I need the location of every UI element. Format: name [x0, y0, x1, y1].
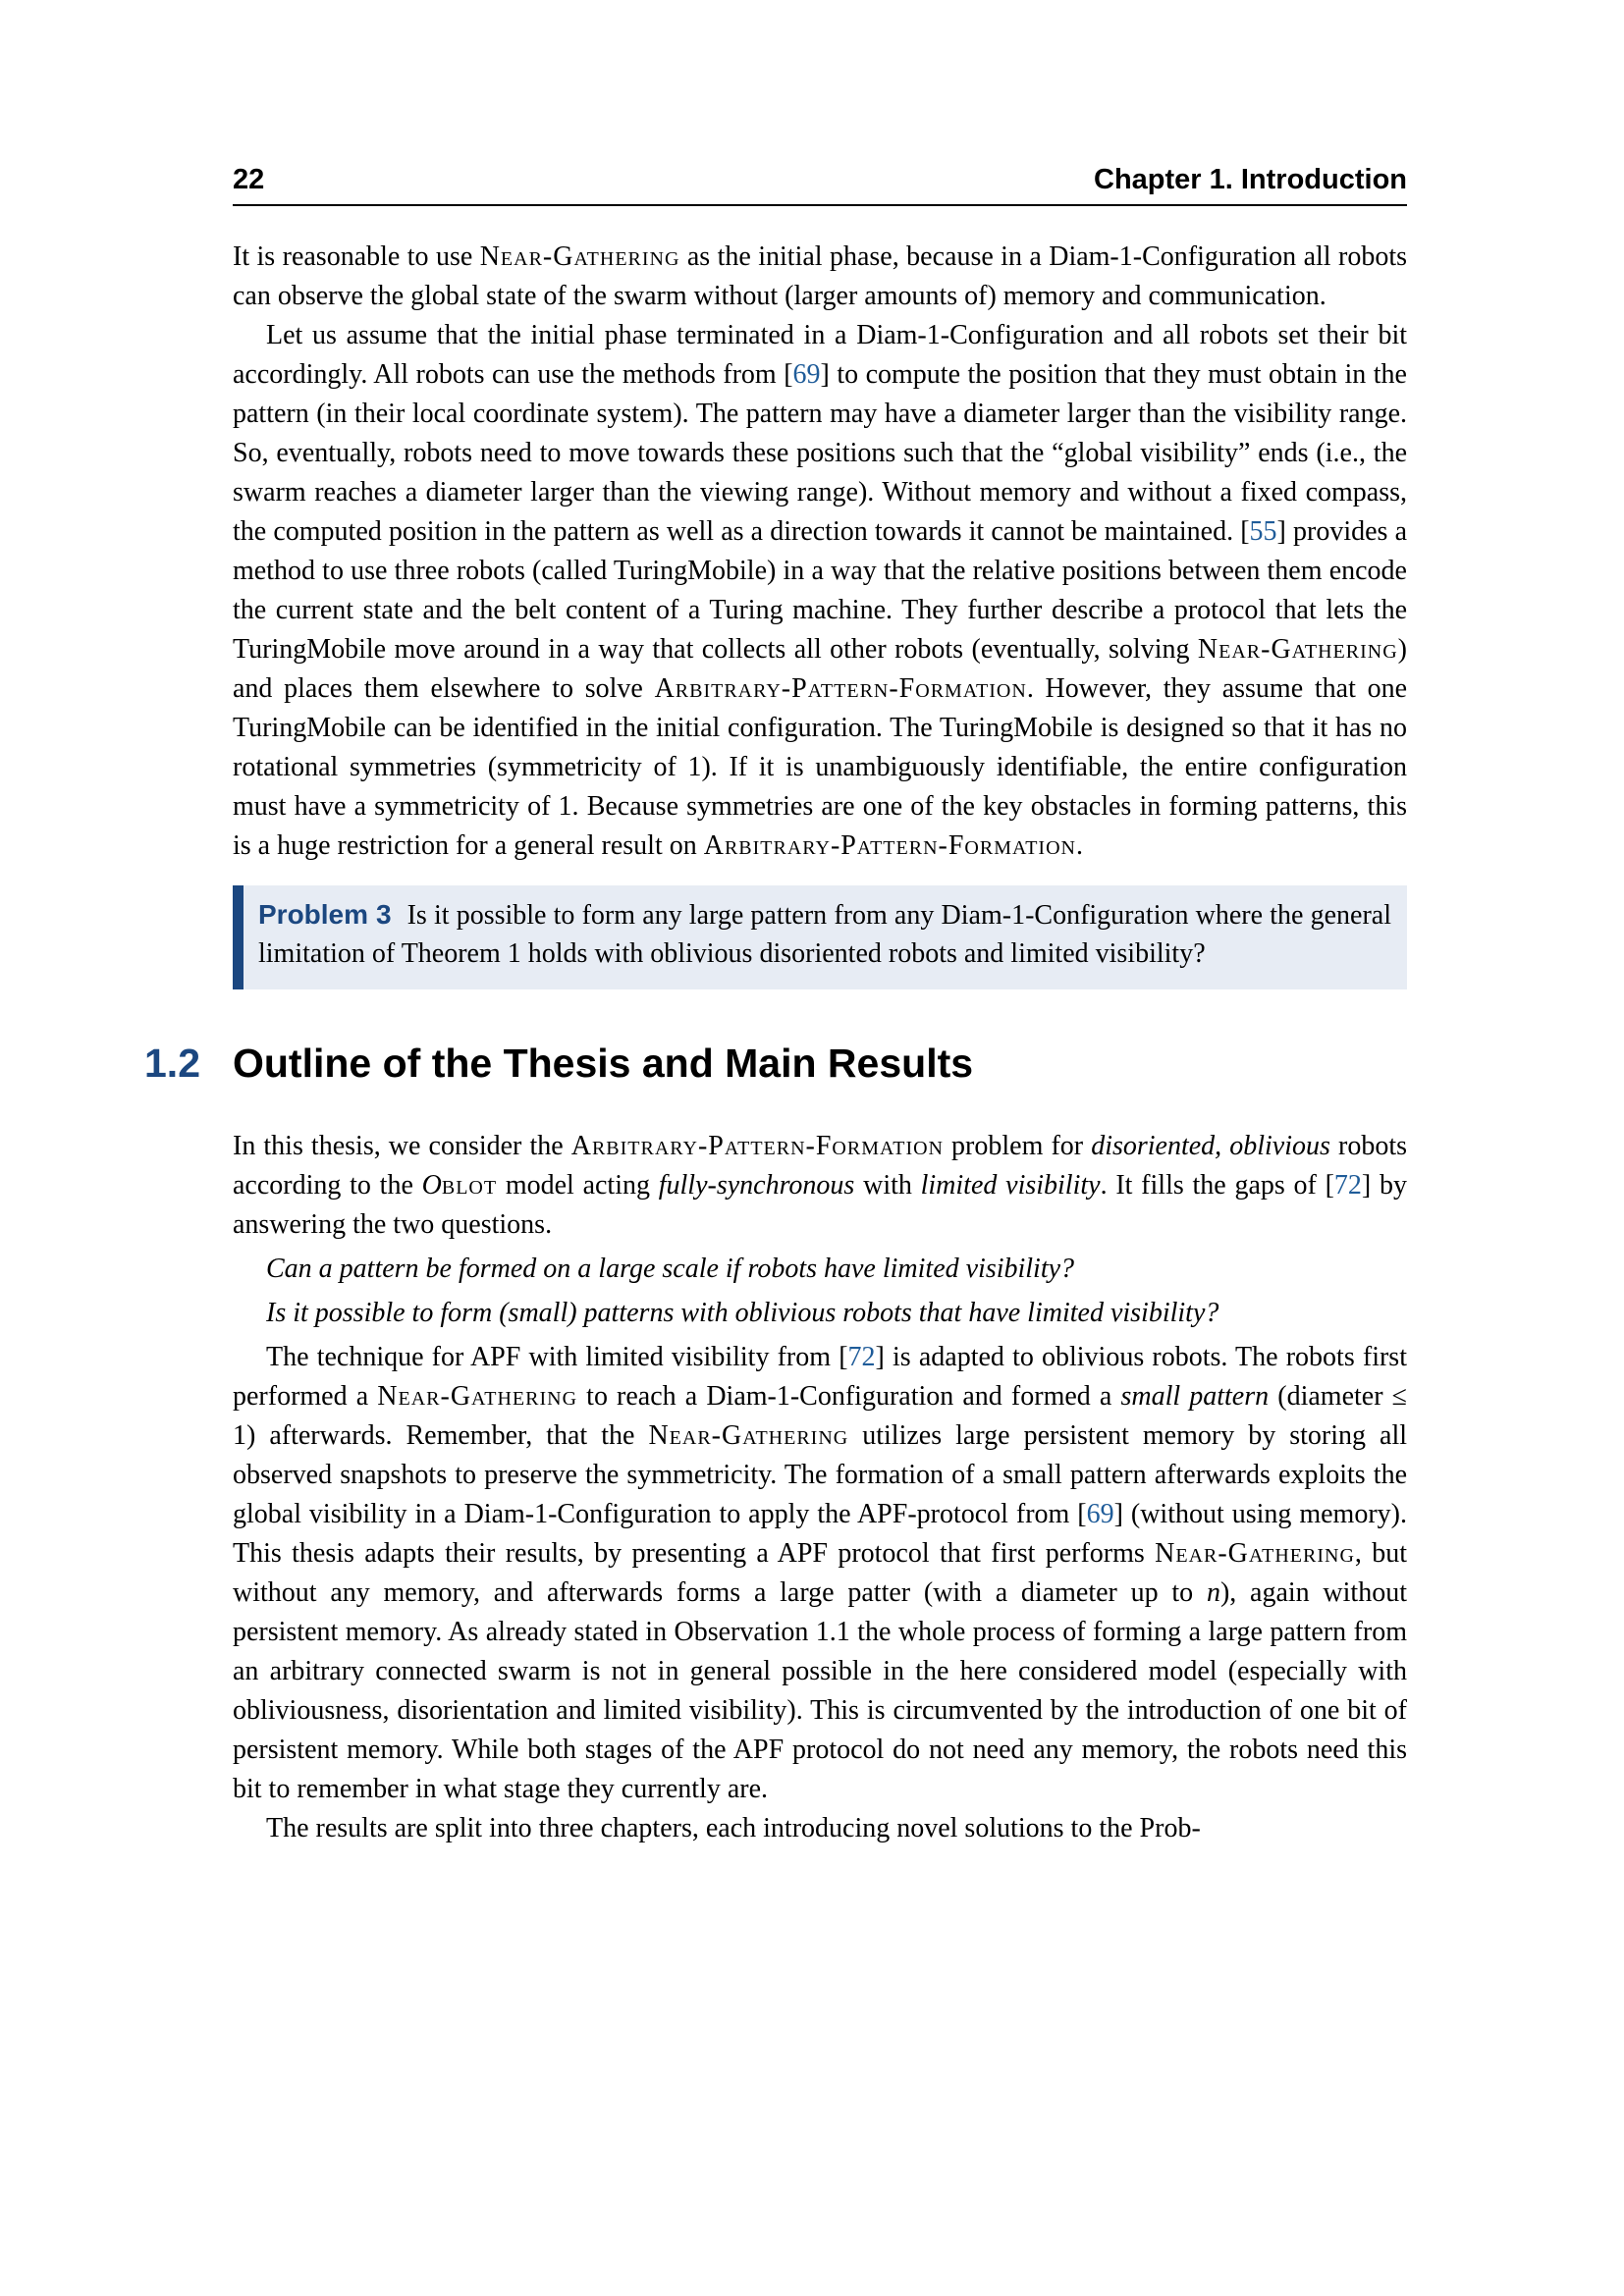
problem-box: [233, 885, 1407, 989]
text-segment: Arbitrary-Pattern-Formation: [570, 1131, 944, 1161]
text-segment: O: [421, 1170, 442, 1201]
section-title: Outline of the Thesis and Main Results: [233, 1041, 974, 1086]
text-segment: .: [1075, 830, 1083, 861]
text-segment: , but without any memory, and afterwards forms a large patter (with a diameter up to: [233, 1538, 1407, 1608]
text-segment: Near-Gathering: [1197, 634, 1398, 665]
text-segment: ] by answering the two questions.: [233, 1170, 1407, 1240]
problem-label: Problem 3: [258, 899, 392, 930]
paragraph-intro: [233, 238, 1407, 316]
text-segment: n: [1206, 1577, 1220, 1608]
text-segment: to reach a Diam-1-Configuration and formed a: [577, 1381, 1121, 1412]
text-segment: utilizes large persistent memory by storing all observed snapshots to preserve the symmetricity. The formation of a small pattern afterwards exploits the global visibility in a Diam-1-Configuration to apply the APF-protocol from [: [233, 1420, 1408, 1529]
citation-link[interactable]: 69: [792, 359, 821, 390]
running-header: [233, 165, 1407, 206]
problem-body: [258, 900, 1391, 969]
question-line-2: [233, 1294, 1407, 1333]
text-segment: Near-Gathering: [377, 1381, 578, 1412]
text-segment: model acting: [497, 1170, 659, 1201]
text-segment: Arbitrary-Pattern-Formation: [703, 830, 1076, 861]
text-segment: robots according to the: [233, 1131, 1407, 1201]
page-number: 22: [233, 164, 265, 195]
question-line-1: [233, 1250, 1407, 1289]
text-segment: ] (without using memory). This thesis adapts their results, by presenting a APF protocol that first performs: [233, 1499, 1407, 1569]
section-number: 1.2: [144, 1041, 200, 1086]
citation-link[interactable]: 55: [1249, 516, 1277, 547]
text-segment: Near-Gathering: [648, 1420, 849, 1451]
section-heading: [144, 1041, 1407, 1086]
text-segment: problem for: [943, 1131, 1092, 1161]
paragraph-thesis-overview: [233, 1127, 1407, 1245]
text-segment: ), again without persistent memory. As already stated in Observation 1.1 the whole process of forming a large pattern from an arbitrary connected swarm is not in general possible in the here considered model (especially with obliviousness, disorientation and limited visibility). This is circumvented by the introduction of one bit of persistent memory. While both stages of the APF protocol do not need any memory, the robots need this bit to remember in what stage they currently are.: [233, 1577, 1407, 1804]
text-segment: as the initial phase, because in a Diam-1-Configuration all robots can observe the global state of the swarm without (larger amounts of) memory and communication.: [233, 241, 1407, 311]
text-segment: . It fills the gaps of [: [1100, 1170, 1334, 1201]
text-segment: Near-Gathering: [1155, 1538, 1355, 1569]
citation-link[interactable]: 72: [847, 1342, 876, 1372]
problem-paragraph: [258, 895, 1391, 973]
text-segment: blot: [441, 1170, 498, 1201]
text-segment: The results are split into three chapters, each introducing novel solutions to the Prob-: [266, 1813, 1201, 1843]
citation-link[interactable]: 69: [1086, 1499, 1114, 1529]
text-block: [144, 238, 1408, 1848]
citation-link[interactable]: 72: [1333, 1170, 1362, 1201]
text-segment: The technique for APF with limited visibility from [: [266, 1342, 848, 1372]
text-segment: Let us assume that the initial phase terminated in a Diam-1-Configuration and all robots set their bit accordingly. All robots can use the methods from [: [233, 320, 1407, 390]
text-segment: Can a pattern be formed on a large scale if robots have limited visibility?: [266, 1254, 1075, 1284]
text-segment: Arbitrary-Pattern-Formation: [654, 673, 1027, 704]
text-segment: fully-synchronous: [658, 1170, 855, 1201]
text-segment: ] is adapted to oblivious robots. The robots first performed a: [233, 1342, 1407, 1412]
text-segment: In this thesis, we consider the: [233, 1131, 571, 1161]
text-segment: ] provides a method to use three robots (called TuringMobile) in a way that the relative positions between them encode the current state and the belt content of a Turing machine. They further describe a protocol that lets the TuringMobile move around in a way that collects all other robots (eventually, solving: [233, 516, 1407, 665]
text-segment: Is it possible to form any large pattern from any Diam-1-Configuration where the general limitation of Theorem 1 holds with oblivious disoriented robots and limited visibility?: [258, 900, 1391, 969]
text-segment: small pattern: [1120, 1381, 1270, 1412]
paragraph-technique: [233, 1338, 1407, 1809]
text-segment: It is reasonable to use: [233, 241, 480, 272]
running-chapter-title: Chapter 1. Introduction: [1094, 164, 1407, 195]
text-segment: disoriented, oblivious: [1091, 1131, 1330, 1161]
text-segment: Near-Gathering: [479, 241, 680, 272]
text-segment: Is it possible to form (small) patterns with oblivious robots that have limited visibility?: [266, 1298, 1219, 1328]
text-segment: . However, they assume that one TuringMobile can be identified in the initial configuration. The TuringMobile is designed so that it has no rotational symmetries (symmetricity of 1). If it is unambiguously identifiable, the entire configuration must have a symmetricity of 1. Because symmetries are one of the key obstacles in forming patterns, this is a huge restriction for a general result on: [233, 673, 1407, 861]
text-segment: ) and places them elsewhere to solve: [233, 634, 1407, 704]
paragraph-turingmobile: [233, 316, 1407, 866]
text-segment: limited visibility: [920, 1170, 1101, 1201]
text-segment: (diameter ≤ 1) afterwards. Remember, that the: [233, 1381, 1408, 1451]
text-segment: with: [854, 1170, 921, 1201]
paragraph-results: [233, 1809, 1407, 1848]
text-segment: ] to compute the position that they must obtain in the pattern (in their local coordinate system). The pattern may have a diameter larger than the visibility range. So, eventually, robots need to move towards these positions such that the “global visibility” ends (i.e., the swarm reaches a diameter larger than the viewing range). Without memory and without a fixed compass, the computed position in the pattern as well as a direction towards it cannot be maintained. [: [233, 359, 1407, 547]
